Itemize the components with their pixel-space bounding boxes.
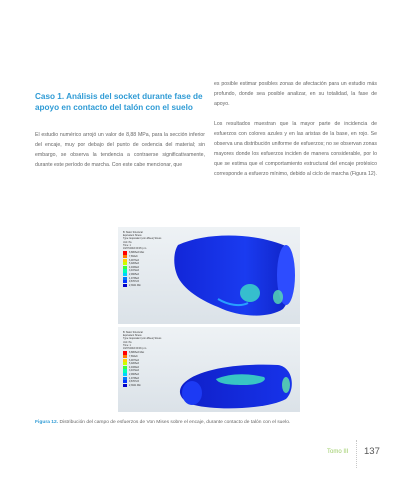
scale-label: 1,9738e6 bbox=[129, 276, 139, 280]
scale-label: 3,9472e6 bbox=[129, 269, 139, 273]
scale-label: 4,9339e6 bbox=[129, 265, 139, 269]
footer-divider bbox=[356, 440, 357, 468]
legend-line: Type: Equivalent (von-Mises) Stress bbox=[123, 237, 162, 241]
right-paragraph-1: es posible estimar posibles zonas de afectación para un estudio más profundo, donde sea posible analizar, en su totalidad, la fase de apoyo. bbox=[214, 81, 377, 107]
scale-label: 4,9339e6 bbox=[129, 365, 139, 369]
scale-label: 9,8707e5 bbox=[129, 380, 139, 384]
scale-label: 8,8806e6 Max bbox=[129, 251, 145, 255]
scale-label: 8,8806e6 Max bbox=[129, 351, 145, 355]
scale-label: 2,3641 Min bbox=[129, 283, 141, 287]
scale-label: 9,8707e5 bbox=[129, 280, 139, 284]
scale-label: 1,9738e6 bbox=[129, 376, 139, 380]
legend-line: B: Static Structural bbox=[123, 231, 143, 234]
scale-label: 3,9472e6 bbox=[129, 369, 139, 373]
right-paragraph-2: Los resultados muestran que la mayor parte de incidencia de esfuerzos con colores azules y en las aristas de la base, en rojo. Se observa una distribución uniforme de esfuerzos; no se observan zonas mayores donde los esfuerzos inciden de manera considerable, por lo que se estima que el comportamiento estructural del encaje protésico corresponde a esfuerzo mínimo, debido al ciclo de marcha (Figura 12). bbox=[214, 121, 377, 177]
legend-line: Time: 1 bbox=[123, 243, 131, 247]
scale-label: 2,3641 Min bbox=[129, 383, 141, 387]
legend-line: Equivalent Stress bbox=[123, 334, 142, 338]
legend-line: Unit: Pa bbox=[123, 240, 132, 244]
legend-line: Equivalent Stress bbox=[123, 234, 142, 238]
legend-line: B: Static Structural bbox=[123, 331, 143, 334]
scale-label: 6,9073e6 bbox=[129, 358, 139, 362]
scale-swatch bbox=[123, 384, 127, 387]
color-scale-top bbox=[123, 251, 161, 287]
color-scale-bottom bbox=[123, 351, 161, 387]
legend-bottom bbox=[123, 331, 161, 387]
scale-label: 2,9605e6 bbox=[129, 372, 139, 376]
stress-figure-top bbox=[118, 227, 300, 324]
scale-label: 2,9605e6 bbox=[129, 272, 139, 276]
stress-figure-bottom bbox=[118, 327, 300, 412]
figure-caption bbox=[35, 420, 375, 425]
page-number: 137 bbox=[364, 446, 380, 457]
legend-line: 16/07/2016 09:45 p.m. bbox=[123, 247, 147, 251]
volume-text: Tomo III bbox=[327, 449, 349, 455]
legend-line: Unit: Pa bbox=[123, 340, 132, 344]
legend-top bbox=[123, 231, 161, 287]
caption-text: Distribución del campo de esfuerzos de Von Mises sobre el encaje, durante contacto de talón con el suelo. bbox=[58, 420, 291, 425]
scale-label: 5,9206e6 bbox=[129, 262, 139, 266]
scale-swatch bbox=[123, 284, 127, 287]
scale-label: 6,9073e6 bbox=[129, 258, 139, 262]
legend-line: 16/07/2016 09:46 p.m. bbox=[123, 347, 147, 351]
scale-label: 5,9206e6 bbox=[129, 362, 139, 366]
volume-label bbox=[327, 449, 348, 455]
left-paragraph: El estudio numérico arrojó un valor de 8,88 MPa, para la sección inferior del encaje, muy por debajo del punto de cedencia del material; sin embargo, se observa la tendencia a contraerse significativamente, durante este período de marcha. Con este cabe mencionar, que bbox=[35, 132, 205, 168]
scale-label: 7,894e6 bbox=[129, 255, 138, 258]
legend-line: Time: 1 bbox=[123, 343, 131, 347]
caption-label: Figura 12. bbox=[35, 420, 59, 425]
scale-label: 7,894e6 bbox=[129, 355, 138, 358]
right-column bbox=[214, 79, 377, 189]
section-heading: Caso 1. Análisis del socket durante fase de apoyo en contacto del talón con el suelo bbox=[35, 92, 203, 112]
legend-line: Type: Equivalent (von-Mises) Stress bbox=[123, 337, 162, 341]
